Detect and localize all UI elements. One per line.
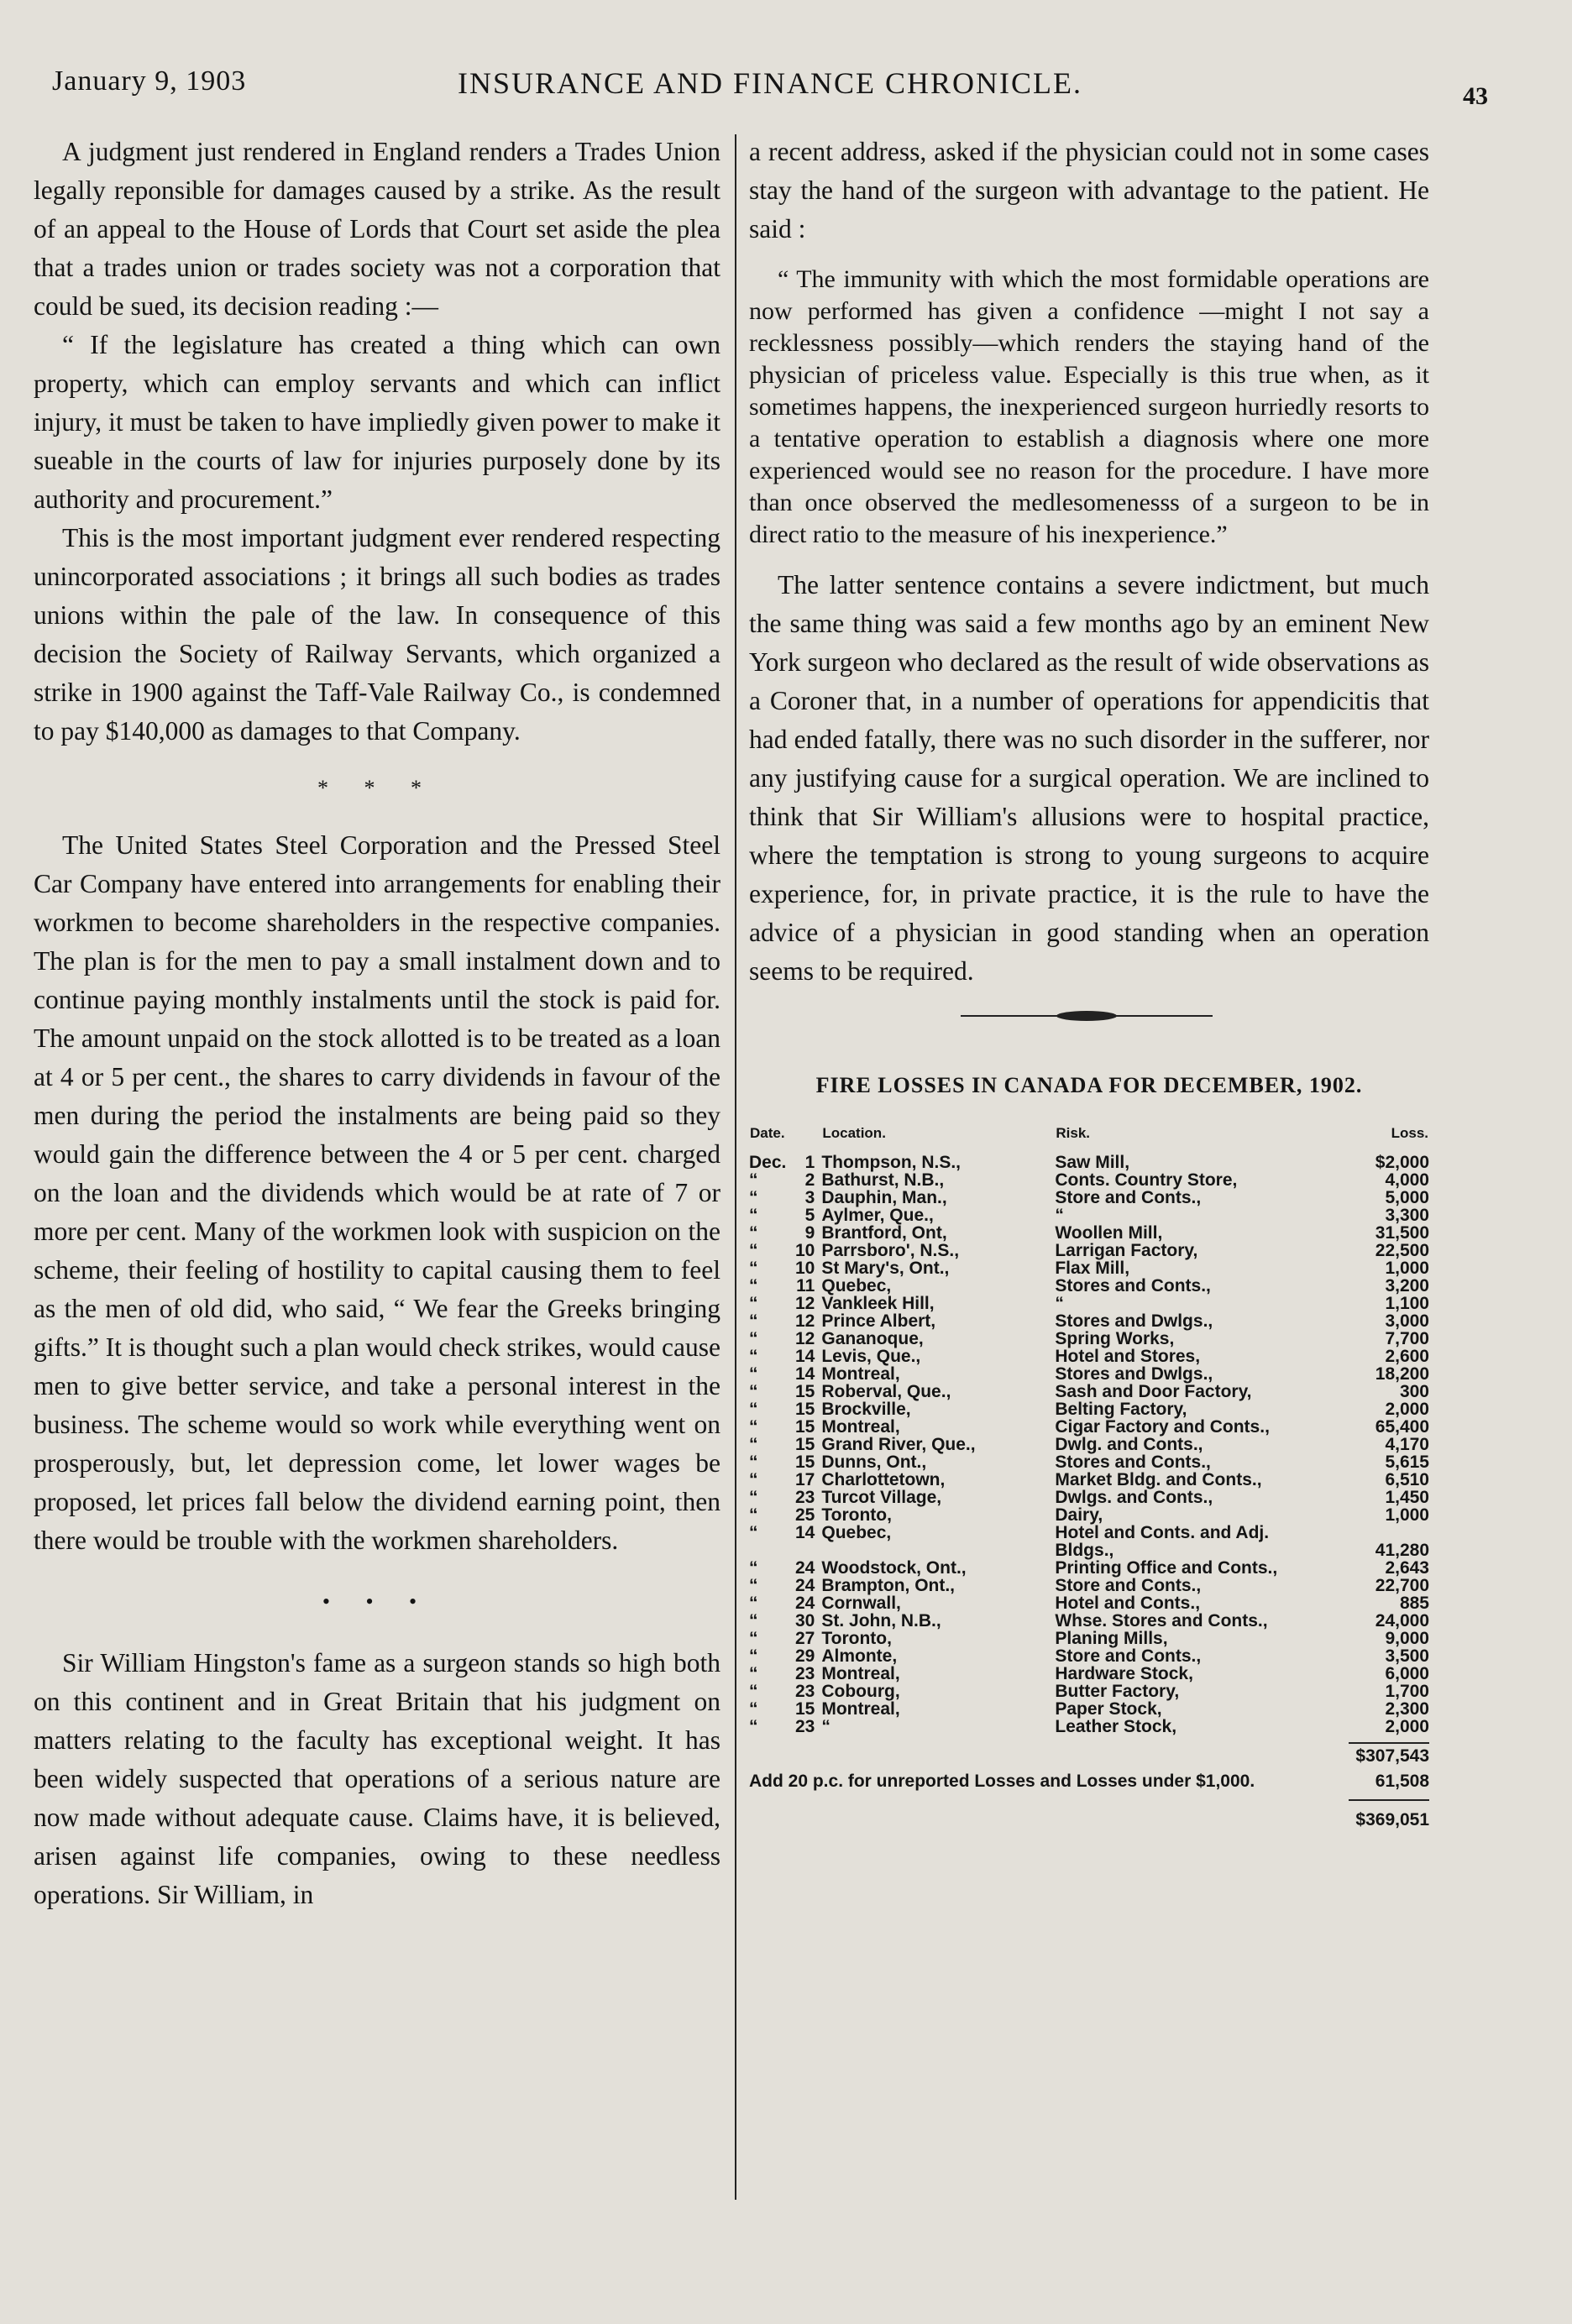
month-cell: “ bbox=[749, 1505, 758, 1525]
location-cell: Montreal, bbox=[821, 1699, 900, 1719]
risk-cell: Butter Factory, bbox=[1055, 1682, 1180, 1701]
right-column bbox=[749, 133, 1429, 1833]
loss-cell: 5,615 bbox=[1385, 1452, 1429, 1472]
col-header-date: Date. bbox=[750, 1125, 785, 1141]
loss-cell bbox=[1334, 1524, 1429, 1541]
risk-cell: Larrigan Factory, bbox=[1055, 1241, 1198, 1260]
loss-cell: 22,700 bbox=[1375, 1576, 1429, 1595]
day-cell: 12 bbox=[795, 1294, 815, 1313]
table-row bbox=[749, 1365, 1429, 1383]
table-row bbox=[749, 1295, 1429, 1312]
day-cell: 23 bbox=[795, 1717, 815, 1736]
risk-cell: Sash and Door Factory, bbox=[1055, 1382, 1252, 1401]
hingston-quote: “ The immunity with which the most formidable operations are now performed has given a confidence —might I not say a recklessness possibly—which renders the staying hand of the physician of priceless value. Especially is this true when, as it sometimes happens, the inexperienced surgeon hurriedly resorts to a tentative operation to establish a diagnosis where one more experienced would see no reason for the procedure. I have more than once observed the medlesomenesss of a surgeon to be in direct ratio to the measure of his inexperience.” bbox=[749, 265, 1429, 548]
loss-cell: 9,000 bbox=[1385, 1629, 1429, 1648]
risk-cell: Stores and Dwlgs., bbox=[1055, 1364, 1213, 1384]
table-row bbox=[749, 1400, 1429, 1418]
loss-cell: 5,000 bbox=[1385, 1188, 1429, 1207]
month-cell: “ bbox=[749, 1629, 758, 1648]
month-cell: “ bbox=[749, 1558, 758, 1578]
risk-cell: Dwlgs. and Conts., bbox=[1055, 1488, 1213, 1507]
risk-cell: Stores and Conts., bbox=[1055, 1276, 1211, 1295]
month-cell: “ bbox=[749, 1170, 758, 1190]
month-cell: “ bbox=[749, 1259, 758, 1278]
loss-cell: 3,200 bbox=[1385, 1276, 1429, 1295]
risk-cell: “ bbox=[1055, 1294, 1064, 1313]
table-row bbox=[749, 1665, 1429, 1683]
article-trades-union: A judgment just rendered in England renders a Trades Union legally reponsible for damages caused by a strike. As the result of an appeal to the House of Lords that Court set aside the plea that a trades union or trades society was not a corporation that could be sued, its decision reading :— bbox=[34, 137, 720, 321]
loss-cell: 1,700 bbox=[1385, 1682, 1429, 1701]
table-row bbox=[749, 1594, 1429, 1612]
article-trades-union-cont: This is the most important judgment ever rendered respecting unincorporated associations ; it brings all such bodies as trades unions within the pale of the law. In consequence of this decision the Society of Railway Servants, which organized a strike in 1900 against the Taff-Vale Railway Co., is condemned to pay $140,000 as damages to that Company. bbox=[34, 523, 720, 746]
day-cell: 14 bbox=[795, 1364, 815, 1384]
table-row bbox=[749, 1630, 1429, 1647]
risk-cell: Flax Mill, bbox=[1055, 1259, 1130, 1278]
location-cell: Toronto, bbox=[821, 1629, 892, 1648]
table-row bbox=[749, 1471, 1429, 1489]
location-cell: St Mary's, Ont., bbox=[821, 1259, 950, 1278]
month-cell: “ bbox=[749, 1188, 758, 1207]
month-cell: “ bbox=[749, 1470, 758, 1489]
day-cell: 15 bbox=[795, 1400, 815, 1419]
col-header-loss: Loss. bbox=[1391, 1125, 1428, 1141]
day-cell: 24 bbox=[795, 1576, 815, 1595]
table-row bbox=[749, 1330, 1429, 1348]
location-cell: Montreal, bbox=[821, 1664, 900, 1683]
loss-cell: 300 bbox=[1399, 1382, 1429, 1401]
location-cell: Levis, Que., bbox=[821, 1347, 921, 1366]
loss-cell: 3,000 bbox=[1385, 1311, 1429, 1331]
loss-cell: 2,600 bbox=[1385, 1347, 1429, 1366]
risk-cell: Whse. Stores and Conts., bbox=[1055, 1611, 1268, 1630]
location-cell bbox=[821, 1541, 1055, 1559]
day-cell: 15 bbox=[795, 1452, 815, 1472]
risk-cell: Planing Mills, bbox=[1055, 1629, 1168, 1648]
month-cell: “ bbox=[749, 1646, 758, 1666]
day-cell: 23 bbox=[795, 1664, 815, 1683]
table-row bbox=[749, 1171, 1429, 1189]
loss-cell: 22,500 bbox=[1375, 1241, 1429, 1260]
column-divider bbox=[735, 134, 736, 2200]
location-cell: “ bbox=[821, 1717, 831, 1736]
loss-cell: 1,450 bbox=[1385, 1488, 1429, 1507]
location-cell: Quebec, bbox=[821, 1523, 892, 1542]
month-cell: “ bbox=[749, 1717, 758, 1736]
loss-cell: 2,643 bbox=[1385, 1558, 1429, 1578]
risk-cell: Store and Conts., bbox=[1055, 1188, 1202, 1207]
day-cell: 24 bbox=[795, 1594, 815, 1613]
location-cell: Gananoque, bbox=[821, 1329, 924, 1348]
location-cell: Almonte, bbox=[821, 1646, 898, 1666]
day-cell: 15 bbox=[795, 1699, 815, 1719]
risk-cell: Printing Office and Conts., bbox=[1055, 1558, 1278, 1578]
loss-cell: 2,000 bbox=[1385, 1400, 1429, 1419]
table-row bbox=[749, 1453, 1429, 1471]
table-row bbox=[749, 1206, 1429, 1224]
loss-cell: $2,000 bbox=[1375, 1153, 1429, 1172]
day-cell: 29 bbox=[795, 1646, 815, 1666]
table-row bbox=[749, 1541, 1429, 1559]
risk-cell: Leather Stock, bbox=[1055, 1717, 1177, 1736]
risk-cell: Store and Conts., bbox=[1055, 1646, 1202, 1666]
month-cell: “ bbox=[749, 1206, 758, 1225]
day-cell: 30 bbox=[795, 1611, 815, 1630]
location-cell: Quebec, bbox=[821, 1276, 892, 1295]
location-cell: Woodstock, Ont., bbox=[821, 1558, 967, 1578]
loss-cell: 1,000 bbox=[1385, 1259, 1429, 1278]
day-cell: 10 bbox=[795, 1259, 815, 1278]
month-cell: “ bbox=[749, 1294, 758, 1313]
location-cell: Cobourg, bbox=[821, 1682, 900, 1701]
risk-cell: Market Bldg. and Conts., bbox=[1055, 1470, 1262, 1489]
month-cell: “ bbox=[749, 1276, 758, 1295]
table-totals bbox=[749, 1742, 1429, 1833]
loss-cell: 2,300 bbox=[1385, 1699, 1429, 1719]
month-cell: “ bbox=[749, 1241, 758, 1260]
loss-cell: 7,700 bbox=[1385, 1329, 1429, 1348]
risk-cell: Store and Conts., bbox=[1055, 1576, 1202, 1595]
day-cell: 5 bbox=[804, 1206, 815, 1225]
location-cell: Prince Albert, bbox=[821, 1311, 936, 1331]
table-row bbox=[749, 1277, 1429, 1295]
risk-cell: Cigar Factory and Conts., bbox=[1055, 1417, 1270, 1437]
risk-cell: Saw Mill, bbox=[1055, 1153, 1130, 1172]
risk-cell: Hardware Stock, bbox=[1055, 1664, 1193, 1683]
month-cell: “ bbox=[749, 1611, 758, 1630]
table-row bbox=[749, 1683, 1429, 1700]
location-cell: Grand River, Que., bbox=[821, 1435, 976, 1454]
table-row bbox=[749, 1489, 1429, 1506]
month-cell: “ bbox=[749, 1488, 758, 1507]
col-header-risk: Risk. bbox=[1056, 1125, 1090, 1141]
subtotal-value: $307,543 bbox=[1355, 1746, 1429, 1766]
risk-cell: Stores and Conts., bbox=[1055, 1452, 1211, 1472]
month-cell: “ bbox=[749, 1594, 758, 1613]
col-header-location: Location. bbox=[822, 1125, 886, 1141]
table-row bbox=[749, 1647, 1429, 1665]
risk-cell: Dwlg. and Conts., bbox=[1055, 1435, 1203, 1454]
day-cell: 10 bbox=[795, 1241, 815, 1260]
day-cell: 15 bbox=[795, 1435, 815, 1454]
loss-cell: 1,000 bbox=[1385, 1505, 1429, 1525]
day-cell: 11 bbox=[796, 1276, 815, 1295]
month-cell: “ bbox=[749, 1311, 758, 1331]
day-cell: 24 bbox=[795, 1558, 815, 1578]
table-row bbox=[749, 1189, 1429, 1206]
month-cell: “ bbox=[749, 1347, 758, 1366]
day-cell: 17 bbox=[795, 1470, 815, 1489]
table-row bbox=[749, 1242, 1429, 1259]
loss-cell: 18,200 bbox=[1375, 1364, 1429, 1384]
table-row bbox=[749, 1154, 1429, 1171]
table-row bbox=[749, 1700, 1429, 1718]
day-cell: 1 bbox=[804, 1153, 815, 1172]
risk-cell: “ bbox=[1055, 1206, 1064, 1225]
location-cell: Toronto, bbox=[821, 1505, 892, 1525]
article-hingston-cont: a recent address, asked if the physician could not in some cases stay the hand of the surgeon with advantage to the patient. He said : bbox=[749, 137, 1429, 243]
table-row bbox=[749, 1418, 1429, 1436]
day-cell: 14 bbox=[795, 1523, 815, 1542]
loss-cell: 65,400 bbox=[1375, 1417, 1429, 1437]
unreported-label: Add 20 p.c. for unreported Losses and Losses under $1,000. bbox=[749, 1772, 1255, 1791]
loss-cell: 1,100 bbox=[1385, 1294, 1429, 1313]
section-separator: • • • bbox=[322, 1589, 432, 1614]
loss-cell: 2,000 bbox=[1385, 1717, 1429, 1736]
ornament-icon bbox=[961, 1008, 1213, 1024]
location-cell: Brantford, Ont, bbox=[821, 1223, 947, 1243]
month-cell: “ bbox=[749, 1699, 758, 1719]
location-cell: Bathurst, N.B., bbox=[821, 1170, 945, 1190]
table-row bbox=[749, 1383, 1429, 1400]
risk-cell: Woollen Mill, bbox=[1055, 1223, 1163, 1243]
table-row bbox=[749, 1559, 1429, 1577]
day-cell: 15 bbox=[795, 1417, 815, 1437]
month-cell: “ bbox=[749, 1664, 758, 1683]
total-rule bbox=[1349, 1799, 1429, 1801]
location-cell: Montreal, bbox=[821, 1417, 900, 1437]
month-cell: “ bbox=[749, 1400, 758, 1419]
day-cell: 23 bbox=[795, 1682, 815, 1701]
risk-cell: Conts. Country Store, bbox=[1055, 1170, 1238, 1190]
section-separator: * * * bbox=[317, 776, 437, 800]
unreported-value: 61,508 bbox=[1375, 1772, 1429, 1791]
fire-losses-table bbox=[749, 1123, 1429, 1735]
location-cell: Cornwall, bbox=[821, 1594, 901, 1613]
month-cell: “ bbox=[749, 1364, 758, 1384]
loss-cell: 31,500 bbox=[1375, 1223, 1429, 1243]
location-cell: Aylmer, Que., bbox=[821, 1206, 934, 1225]
risk-cell: Bldgs., bbox=[1055, 1541, 1114, 1560]
article-hingston-commentary: The latter sentence contains a severe indictment, but much the same thing was said a few months ago by an eminent New York surgeon who declared as the result of wide observations as a Coroner that, in a number of operations for appendicitis that had ended fatally, there was no such disorder in the sufferer, nor any justifying cause for a surgical operation. We are inclined to think that Sir William's allusions were to hospital practice, where the temptation is strong to young surgeons to acquire experience, for, in private practice, it is the rule to have the advice of a physician in good standing when an operation seems to be required. bbox=[749, 570, 1429, 986]
day-cell: 27 bbox=[795, 1629, 815, 1648]
table-row bbox=[749, 1348, 1429, 1365]
month-cell: “ bbox=[749, 1435, 758, 1454]
day-cell: 12 bbox=[795, 1329, 815, 1348]
day-cell: 15 bbox=[795, 1382, 815, 1401]
loss-cell: 3,300 bbox=[1385, 1206, 1429, 1225]
month-cell: “ bbox=[749, 1223, 758, 1243]
month-cell: “ bbox=[749, 1417, 758, 1437]
location-cell: Turcot Village, bbox=[821, 1488, 942, 1507]
table-row bbox=[749, 1524, 1429, 1541]
page-header bbox=[52, 65, 1488, 113]
unreported-row bbox=[749, 1769, 1429, 1794]
issue-date: January 9, 1903 bbox=[52, 65, 247, 97]
location-cell: Roberval, Que., bbox=[821, 1382, 951, 1401]
table-row bbox=[749, 1436, 1429, 1453]
location-cell: Vankleek Hill, bbox=[821, 1294, 935, 1313]
day-cell: 23 bbox=[795, 1488, 815, 1507]
table-row bbox=[749, 1577, 1429, 1594]
location-cell: Brampton, Ont., bbox=[821, 1576, 956, 1595]
risk-cell: Hotel and Stores, bbox=[1055, 1347, 1201, 1366]
left-column bbox=[34, 133, 720, 1914]
table-row bbox=[749, 1718, 1429, 1735]
risk-cell: Spring Works, bbox=[1055, 1329, 1175, 1348]
loss-cell: 6,510 bbox=[1385, 1470, 1429, 1489]
risk-cell: Dairy, bbox=[1055, 1505, 1103, 1525]
risk-cell: Paper Stock, bbox=[1055, 1699, 1162, 1719]
loss-cell: 24,000 bbox=[1375, 1611, 1429, 1630]
month-cell: “ bbox=[749, 1576, 758, 1595]
article-steel-corporation: The United States Steel Corporation and the Pressed Steel Car Company have entered into arrangements for enabling their workmen to become shareholders in the respective companies. The plan is for the men to pay a small instalment down and to continue paying monthly instalments until the stock is paid for. The amount unpaid on the stock allotted is to be treated as a loan at 4 or 5 per cent., the shares to carry dividends in favour of the men during the period the instalments are being paid so they would gain the difference between the 4 or 5 per cent. charged on the loan and the dividends which would be at rate of 7 or more per cent. Many of the workmen look with suspicion on the scheme, their feeling of hostility to capital causing them to feel as the men of old did, who said, “ We fear the Greeks bringing gifts.” It is thought such a plan would check strikes, would cause men to give better service, and take a personal interest in the business. The scheme would so work while everything went on prosperously, but, let depression come, let lower wages be proposed, let prices fall below the dividend earning point, then there would be trouble with the workmen shareholders. bbox=[34, 830, 720, 1555]
day-cell: 12 bbox=[795, 1311, 815, 1331]
day-cell: 9 bbox=[804, 1223, 815, 1243]
location-cell: Dunns, Ont., bbox=[821, 1452, 927, 1472]
location-cell: St. John, N.B., bbox=[821, 1611, 941, 1630]
location-cell: Parrsboro', N.S., bbox=[821, 1241, 960, 1260]
risk-cell: Stores and Dwlgs., bbox=[1055, 1311, 1213, 1331]
table-row bbox=[749, 1312, 1429, 1330]
location-cell: Montreal, bbox=[821, 1364, 900, 1384]
month-cell: “ bbox=[749, 1682, 758, 1701]
page-number: 43 bbox=[1463, 82, 1488, 110]
location-cell: Thompson, N.S., bbox=[821, 1153, 962, 1172]
risk-cell: Hotel and Conts. and Adj. bbox=[1055, 1523, 1270, 1542]
table-row bbox=[749, 1612, 1429, 1630]
table-row bbox=[749, 1506, 1429, 1524]
month-cell: Dec. bbox=[749, 1153, 787, 1172]
day-cell: 2 bbox=[804, 1170, 815, 1190]
day-cell: 14 bbox=[795, 1347, 815, 1366]
location-cell: Dauphin, Man., bbox=[821, 1188, 947, 1207]
table-row bbox=[749, 1224, 1429, 1242]
risk-cell: Belting Factory, bbox=[1055, 1400, 1187, 1419]
table-row bbox=[749, 1259, 1429, 1277]
loss-cell: 3,500 bbox=[1385, 1646, 1429, 1666]
month-cell: “ bbox=[749, 1329, 758, 1348]
month-cell: “ bbox=[749, 1452, 758, 1472]
loss-cell: 4,170 bbox=[1385, 1435, 1429, 1454]
loss-cell: 885 bbox=[1399, 1594, 1429, 1613]
month-cell: “ bbox=[749, 1523, 758, 1542]
location-cell: Brockville, bbox=[821, 1400, 911, 1419]
month-cell: “ bbox=[749, 1382, 758, 1401]
month-cell bbox=[749, 1541, 786, 1559]
day-cell: 3 bbox=[804, 1188, 815, 1207]
publication-title: INSURANCE AND FINANCE CHRONICLE. bbox=[457, 66, 1083, 100]
loss-cell: 6,000 bbox=[1385, 1664, 1429, 1683]
ornamental-rule bbox=[749, 991, 1429, 1061]
fire-losses-title: FIRE LOSSES IN CANADA FOR DECEMBER, 1902. bbox=[815, 1073, 1363, 1097]
day-cell bbox=[786, 1541, 821, 1559]
day-cell: 25 bbox=[795, 1505, 815, 1525]
article-hingston: Sir William Hingston's fame as a surgeon stands so high both on this continent and in Great Britain that his judgment on matters relating to the faculty has exceptional weight. It has been widely suspected that operations of a serious nature are now made without adequate cause. Claims have, it is believed, arisen against life companies, owing to these needless operations. Sir William, in bbox=[34, 1648, 720, 1909]
location-cell: Charlottetown, bbox=[821, 1470, 946, 1489]
loss-cell: 41,280 bbox=[1375, 1541, 1429, 1560]
loss-cell: 4,000 bbox=[1385, 1170, 1429, 1190]
judgment-quote: “ If the legislature has created a thing which can own property, which can employ servants and which can inflict injury, it must be taken to have impliedly given power to make it sueable in the courts of law for injuries purposely done by its authority and procurement.” bbox=[34, 330, 720, 514]
grand-total: $369,051 bbox=[1355, 1810, 1429, 1829]
table-header-row bbox=[749, 1123, 1429, 1154]
risk-cell: Hotel and Conts., bbox=[1055, 1594, 1201, 1613]
